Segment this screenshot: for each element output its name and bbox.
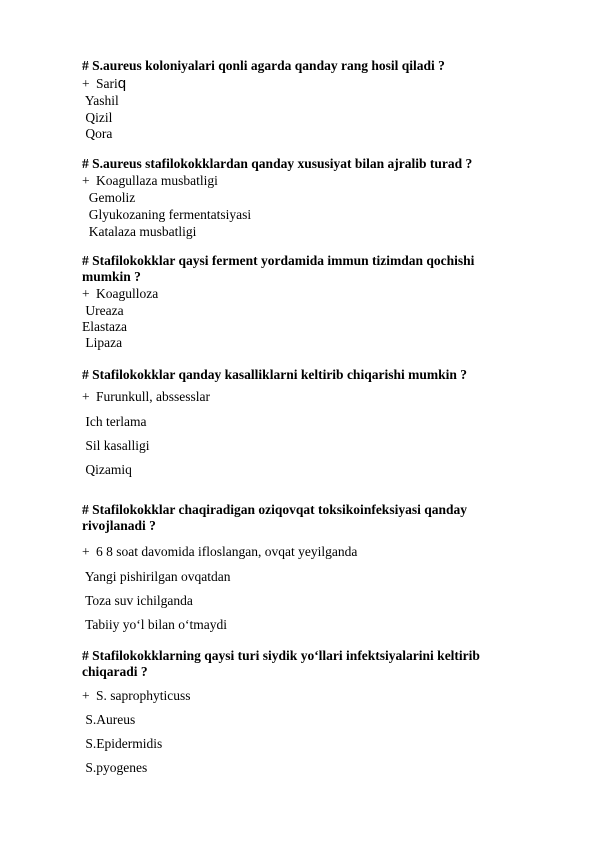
question-5-correct-option <box>82 544 357 560</box>
question-2-option: Gemoliz <box>82 190 136 205</box>
question-3-option: Elastaza <box>82 319 127 334</box>
question-6-correct-text: S. saprophyticuss <box>96 688 191 703</box>
question-2-correct-text: Koagullaza musbatligi <box>96 173 218 188</box>
question-1-title: # S.aureus koloniyalari qonli agarda qanday rang hosil qiladi ? <box>82 58 445 73</box>
question-4-option: Ich terlama <box>82 414 147 429</box>
question-1-option: Qizil <box>82 110 113 125</box>
question-5-title-line-1: # Stafilokokklar chaqiradigan oziqovqat toksikoinfeksiyasi qanday <box>82 502 467 517</box>
correct-marker: + <box>82 688 90 703</box>
correct-marker: + <box>82 389 90 404</box>
question-1 <box>82 58 522 141</box>
question-3-option: Lipaza <box>82 335 123 350</box>
question-5-option: Toza suv ichilganda <box>82 593 193 608</box>
question-6-option: S.pyogenes <box>82 760 148 775</box>
question-6-correct-option <box>82 688 191 704</box>
question-5 <box>82 502 522 632</box>
question-2-option: Glyukozaning fermentatsiyasi <box>82 207 252 222</box>
correct-marker: + <box>82 76 90 91</box>
question-2-correct-option <box>82 173 218 189</box>
question-4-option: Sil kasalligi <box>82 438 150 453</box>
question-1-option: Yashil <box>82 93 119 108</box>
question-5-option: Tabiiy yo‘l bilan o‘tmaydi <box>82 617 228 632</box>
question-1-option: Qora <box>82 126 113 141</box>
question-2-title: # S.aureus stafilokokklardan qanday xususiyat bilan ajralib turad ? <box>82 156 473 171</box>
question-3-correct-option <box>82 286 158 302</box>
question-3-title-line-1: # Stafilokokklar qaysi ferment yordamida immun tizimdan qochishi <box>82 253 475 268</box>
question-3-title-line-2: mumkin ? <box>82 269 141 284</box>
question-1-correct-text: Sari <box>96 76 118 91</box>
question-4-correct-text: Furunkull, abssesslar <box>96 389 210 404</box>
question-6-option: S.Aureus <box>82 712 136 727</box>
question-6-title-line-2: chiqaradi ? <box>82 664 148 679</box>
question-3 <box>82 253 522 350</box>
question-6-option: S.Epidermidis <box>82 736 163 751</box>
correct-marker: + <box>82 544 90 559</box>
question-2 <box>82 156 522 239</box>
question-2-option: Katalaza musbatligi <box>82 224 197 239</box>
question-6 <box>82 648 522 775</box>
question-5-correct-text: 6 8 soat davomida ifloslangan, ovqat yeyilganda <box>96 544 358 559</box>
correct-marker: + <box>82 286 90 301</box>
question-6-title-line-1: # Stafilokokklarning qaysi turi siydik yo‘llari infektsiyalarini keltirib <box>82 648 480 663</box>
correct-marker: + <box>82 173 90 188</box>
question-4-correct-option <box>82 389 210 405</box>
question-5-title-line-2: rivojlanadi ? <box>82 518 156 533</box>
question-4 <box>82 367 522 477</box>
question-3-option: Ureaza <box>82 303 124 318</box>
question-4-title: # Stafilokokklar qanday kasalliklarni keltirib chiqarishi mumkin ? <box>82 367 467 382</box>
question-5-option: Yangi pishirilgan ovqatdan <box>82 569 231 584</box>
question-1-correct-suffix: q <box>117 75 127 92</box>
question-1-correct-option <box>82 75 126 92</box>
question-4-option: Qizamiq <box>82 462 132 477</box>
question-3-correct-text: Koagulloza <box>96 286 159 301</box>
